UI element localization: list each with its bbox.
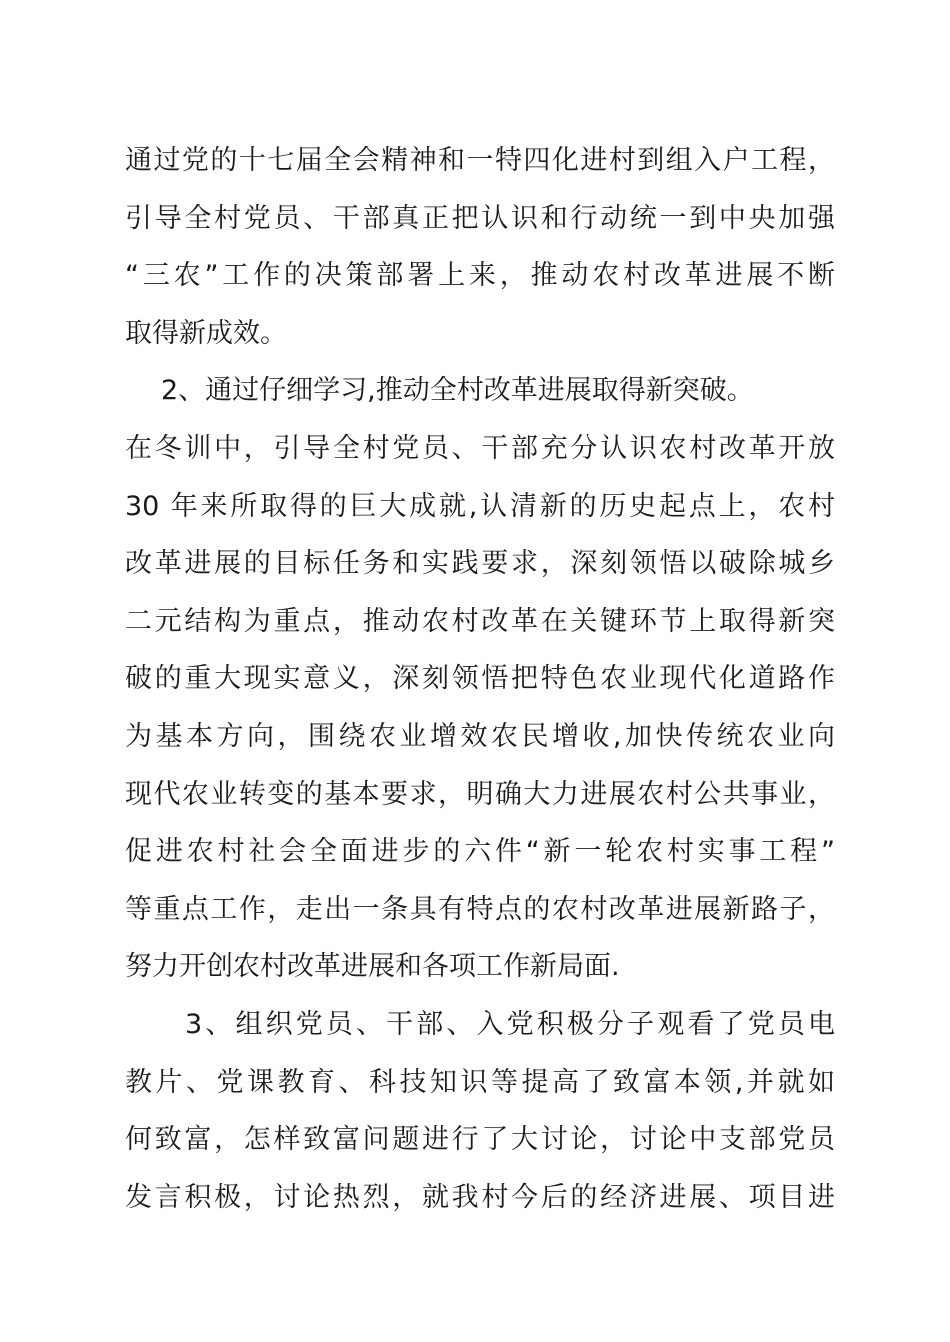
- paragraph-1-line-1: 通过党的十七届全会精神和一特四化进村到组入户工程，: [125, 145, 835, 176]
- paragraph-2-line-3: 30 年来所取得的巨大成就,认清新的历史起点上，农村: [125, 490, 835, 522]
- paragraph-2-line-9: 促进农村社会全面进步的六件“新一轮农村实事工程”: [125, 836, 835, 868]
- document-body: [125, 132, 835, 1226]
- paragraph-1-line-4: 取得新成效。: [125, 317, 287, 349]
- paragraph-1-line-3: “三农”工作的决策部署上来，推动农村改革进展不断: [125, 260, 835, 292]
- paragraph-2-line-8: 现代农业转变的基本要求，明确大力进展农村公共事业，: [125, 778, 835, 810]
- paragraph-3-line-4: 发言积极，讨论热烈，就我村今后的经济进展、项目进: [125, 1181, 835, 1213]
- paragraph-2-line-6: 破的重大现实意义，深刻领悟把特色农业现代化道路作: [125, 663, 835, 695]
- paragraph-1-line-2: 引导全村党员、干部真正把认识和行动统一到中央加强: [125, 202, 835, 234]
- paragraph-2-line-7: 为基本方向，围绕农业增效农民增收,加快传统农业向: [125, 720, 835, 752]
- paragraph-2-line-11: 努力开创农村改革进展和各项工作新局面.: [125, 951, 620, 983]
- paragraph-2-heading: 2、通过仔细学习,推动全村改革进展取得新突破。: [161, 375, 754, 407]
- paragraph-3-line-3: 何致富，怎样致富问题进行了大讨论，讨论中支部党员: [125, 1124, 835, 1156]
- paragraph-3-line-1: 3、组织党员、干部、入党积极分子观看了党员电: [185, 1008, 835, 1040]
- paragraph-3-line-2: 教片、党课教育、科技知识等提高了致富本领,并就如: [125, 1066, 835, 1098]
- paragraph-2-line-4: 改革进展的目标任务和实践要求，深刻领悟以破除城乡: [125, 548, 835, 580]
- paragraph-2-line-2: 在冬训中，引导全村党员、干部充分认识农村改革开放: [125, 432, 835, 464]
- paragraph-2-line-5: 二元结构为重点，推动农村改革在关键环节上取得新突: [125, 605, 835, 637]
- paragraph-2-line-10: 等重点工作，走出一条具有特点的农村改革进展新路子，: [125, 893, 835, 925]
